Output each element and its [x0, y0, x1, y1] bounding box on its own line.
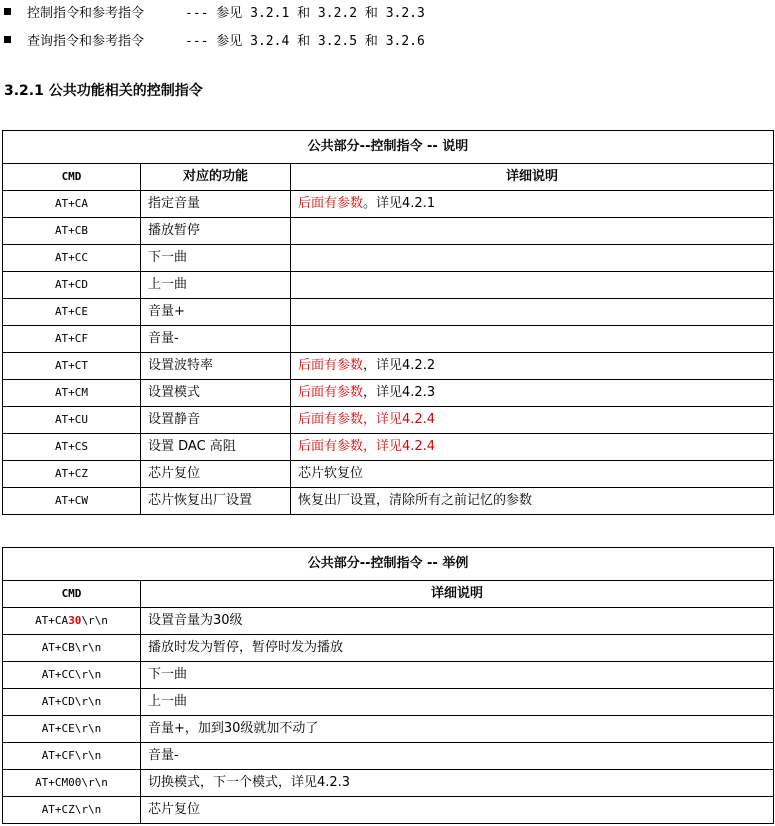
bullet-item [4, 4, 425, 32]
detail-cell: 上一曲 [141, 689, 774, 716]
detail-cell [291, 353, 774, 380]
detail-cell [291, 245, 774, 272]
cmd-cell: AT+CE [3, 299, 141, 326]
cmd-cell: AT+CS [3, 434, 141, 461]
function-cell: 下一曲 [141, 245, 291, 272]
detail-cell [291, 434, 774, 461]
function-cell: 设置模式 [141, 380, 291, 407]
table-title: 公共部分--控制指令 -- 举例 [3, 548, 774, 581]
detail-text: ，详见4.2.3 [363, 385, 436, 400]
table-row [3, 353, 774, 380]
table-row [3, 770, 774, 797]
function-cell: 设置静音 [141, 407, 291, 434]
detail-cell [291, 272, 774, 299]
cmd-cell: AT+CB [3, 218, 141, 245]
cmd-suffix: \r\n [81, 614, 108, 627]
bullet-ref: --- 参见 3.2.4 和 3.2.5 和 3.2.6 [185, 34, 425, 49]
function-cell: 设置 DAC 高阻 [141, 434, 291, 461]
cmd-cell [3, 608, 141, 635]
column-header-detail: 详细说明 [291, 164, 774, 191]
bullet-ref: --- 参见 3.2.1 和 3.2.2 和 3.2.3 [185, 6, 425, 21]
cmd-cell: AT+CU [3, 407, 141, 434]
cmd-cell: AT+CT [3, 353, 141, 380]
function-cell: 音量+ [141, 299, 291, 326]
column-header-function: 对应的功能 [141, 164, 291, 191]
function-cell: 音量- [141, 326, 291, 353]
cmd-text: AT+CA [35, 614, 69, 627]
detail-highlight: 后面有参数，详见4.2.4 [298, 412, 436, 427]
function-cell: 设置波特率 [141, 353, 291, 380]
cmd-param: 30 [68, 614, 82, 627]
table-row [3, 434, 774, 461]
table-row [3, 488, 774, 515]
table-row [3, 461, 774, 488]
table-row [3, 797, 774, 824]
detail-cell: 播放时发为暂停，暂停时发为播放 [141, 635, 774, 662]
detail-cell [291, 218, 774, 245]
detail-highlight: 后面有参数，详见4.2.4 [298, 439, 436, 454]
function-cell: 芯片复位 [141, 461, 291, 488]
table-row [3, 326, 774, 353]
cmd-text: AT+CM00\r\n [35, 776, 108, 789]
bullet-list [4, 4, 425, 60]
table-row [3, 662, 774, 689]
detail-cell: 音量+，加到30级就加不动了 [141, 716, 774, 743]
detail-highlight: 后面有参数 [298, 196, 364, 211]
cmd-cell: AT+CF [3, 326, 141, 353]
detail-text: 恢复出厂设置，清除所有之前记忆的参数 [298, 493, 533, 508]
detail-cell [291, 326, 774, 353]
section-heading: 3.2.1 公共功能相关的控制指令 [4, 83, 203, 99]
table-row [3, 218, 774, 245]
cmd-cell [3, 770, 141, 797]
detail-cell [291, 299, 774, 326]
function-cell: 上一曲 [141, 272, 291, 299]
cmd-text: AT+CF\r\n [41, 749, 102, 762]
detail-text: ，详见4.2.2 [363, 358, 436, 373]
detail-cell: 下一曲 [141, 662, 774, 689]
cmd-cell: AT+CW [3, 488, 141, 515]
function-cell: 播放暂停 [141, 218, 291, 245]
cmd-text: AT+CE\r\n [41, 722, 102, 735]
cmd-cell: AT+CC [3, 245, 141, 272]
column-header-cmd: CMD [3, 581, 141, 608]
column-header-cmd: CMD [3, 164, 141, 191]
cmd-cell [3, 743, 141, 770]
detail-cell [291, 488, 774, 515]
cmd-cell: AT+CM [3, 380, 141, 407]
table-row [3, 191, 774, 218]
detail-text: 芯片软复位 [298, 466, 364, 481]
detail-cell: 音量- [141, 743, 774, 770]
table-title: 公共部分--控制指令 -- 说明 [3, 131, 774, 164]
cmd-cell [3, 797, 141, 824]
control-command-example-table [2, 547, 774, 824]
cmd-text: AT+CD\r\n [41, 695, 102, 708]
table-row [3, 716, 774, 743]
square-bullet-icon [4, 8, 11, 15]
cmd-cell [3, 716, 141, 743]
table-row [3, 407, 774, 434]
table-row [3, 635, 774, 662]
detail-text: 。详见4.2.1 [363, 196, 436, 211]
detail-highlight: 后面有参数 [298, 385, 364, 400]
detail-cell [291, 461, 774, 488]
detail-cell [291, 380, 774, 407]
detail-highlight: 后面有参数 [298, 358, 364, 373]
detail-cell [291, 191, 774, 218]
cmd-cell: AT+CZ [3, 461, 141, 488]
function-cell: 指定音量 [141, 191, 291, 218]
column-header-detail: 详细说明 [141, 581, 774, 608]
cmd-text: AT+CC\r\n [41, 668, 102, 681]
detail-cell: 设置音量为30级 [141, 608, 774, 635]
bullet-label: 查询指令和参考指令 [27, 34, 145, 49]
square-bullet-icon [4, 36, 11, 43]
table-row [3, 689, 774, 716]
cmd-cell: AT+CD [3, 272, 141, 299]
table-row [3, 299, 774, 326]
detail-cell: 芯片复位 [141, 797, 774, 824]
cmd-text: AT+CZ\r\n [41, 803, 102, 816]
table-row [3, 245, 774, 272]
cmd-cell [3, 662, 141, 689]
table-row [3, 608, 774, 635]
table-row [3, 743, 774, 770]
detail-cell [291, 407, 774, 434]
bullet-item [4, 32, 425, 60]
cmd-cell [3, 635, 141, 662]
detail-cell: 切换模式，下一个模式，详见4.2.3 [141, 770, 774, 797]
table-row [3, 380, 774, 407]
cmd-text: AT+CB\r\n [41, 641, 102, 654]
table-row [3, 272, 774, 299]
cmd-cell: AT+CA [3, 191, 141, 218]
control-command-table [2, 130, 774, 515]
bullet-label: 控制指令和参考指令 [27, 6, 145, 21]
cmd-cell [3, 689, 141, 716]
function-cell: 芯片恢复出厂设置 [141, 488, 291, 515]
